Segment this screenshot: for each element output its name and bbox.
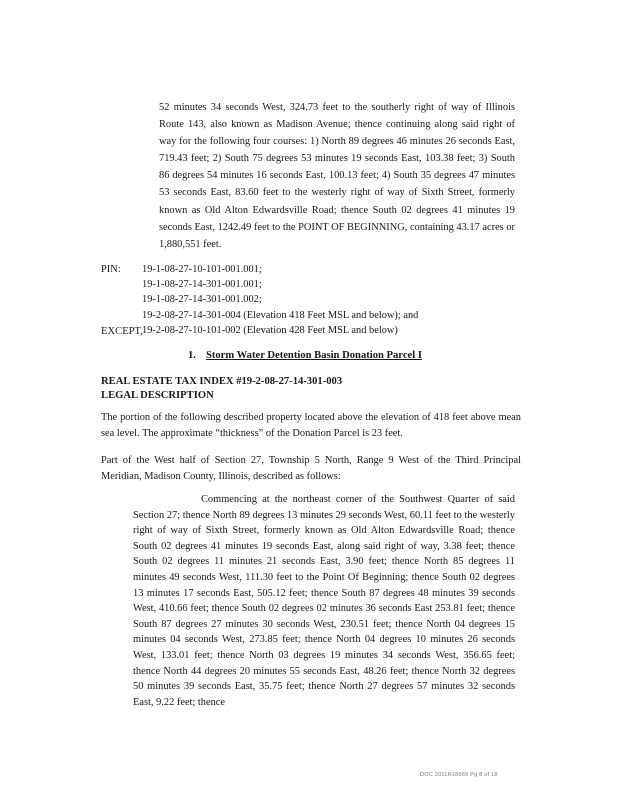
pin-number: 19-1-08-27-14-301-001.002; — [142, 294, 262, 306]
pin-number: 19-2-08-27-10-101-002 (Elevation 428 Feet MSL and below) — [142, 324, 398, 336]
except-label: EXCEPT, — [101, 326, 143, 337]
section-number: 1. — [188, 350, 196, 361]
pin-numbers — [142, 262, 522, 338]
commencing-paragraph: Commencing at the northeast corner of the Southwest Quarter of said Section 27; thence North 89 degrees 13 minutes 29 seconds West, 60.11 feet to the westerly right of way of Sixth Street, formerly known as Old Alton Edwardsville Road; thence South 02 degrees 41 minutes 19 seconds East, along said right of way, 3.38 feet; thence South 02 degrees 11 minutes 21 seconds East, 3.90 feet; thence North 85 degrees 11 minutes 49 seconds West, 111.30 feet to the Point Of Beginning; thence South 02 degrees 13 minutes 17 seconds East, 505.12 feet; thence South 87 degrees 48 minutes 39 seconds West, 410.66 feet; thence South 02 degrees 02 minutes 36 seconds East 253.81 feet; thence South 87 degrees 27 minutes 30 seconds West, 230.51 feet; thence North 04 degrees 15 minutes 04 seconds West, 273.85 feet; thence North 04 degrees 10 minutes 26 seconds West, 133.01 feet; thence North 03 degrees 19 minutes 34 seconds West, 356.65 feet; thence North 44 degrees 20 minutes 55 seconds East, 48.26 feet; thence North 32 degrees 50 minutes 39 seconds East, 35.75 feet; thence North 27 degrees 57 minutes 32 seconds East, 9.22 feet; thence — [133, 494, 515, 708]
recording-stamp: DOC 2011R18665 Pg 8 of 18 — [420, 772, 498, 778]
pin-number: 19-1-08-27-14-301-001.001; — [142, 279, 262, 291]
pin-label: PIN: — [101, 264, 121, 275]
tax-index-block — [101, 375, 521, 402]
legal-description-heading: LEGAL DESCRIPTION — [101, 389, 214, 401]
tax-index-heading: REAL ESTATE TAX INDEX #19-2-08-27-14-301-003 — [101, 376, 343, 387]
section-heading — [188, 350, 422, 361]
portion-paragraph: The portion of the following described property located above the elevation of 418 feet above mean sea level. The approximate “thickness” of the Donation Parcel is 23 feet. — [101, 412, 521, 439]
pin-number: 19-1-08-27-10-101-001.001; — [142, 264, 262, 275]
legal-description-continuation: 52 minutes 34 seconds West, 324.73 feet to the southerly right of way of Illinois Route 143, also known as Madison Avenue; thence continuing along said right of way for the following four courses: 1) North 89 degrees 46 minutes 26 seconds East, 719.43 feet; 2) South 75 degrees 53 minutes 19 seconds East, 103.38 feet; 3) South 86 degrees 54 minutes 16 seconds East, 100.13 feet; 4) South 35 degrees 47 minutes 53 seconds East, 83.60 feet to the westerly right of way of Sixth Street, formerly known as Old Alton Edwardsville Road; thence South 02 degrees 41 minutes 19 seconds East, 1242.49 feet to the POINT OF BEGINNING, containing 43.17 acres or 1,880,551 feet. — [159, 102, 515, 250]
pin-number: 19-2-08-27-14-301-004 (Elevation 418 Feet MSL and below); and — [142, 309, 419, 321]
section-title: Storm Water Detention Basin Donation Parcel I — [205, 350, 422, 361]
part-of-paragraph: Part of the West half of Section 27, Township 5 North, Range 9 West of the Third Principal Meridian, Madison County, Illinois, described as follows: — [101, 455, 521, 482]
